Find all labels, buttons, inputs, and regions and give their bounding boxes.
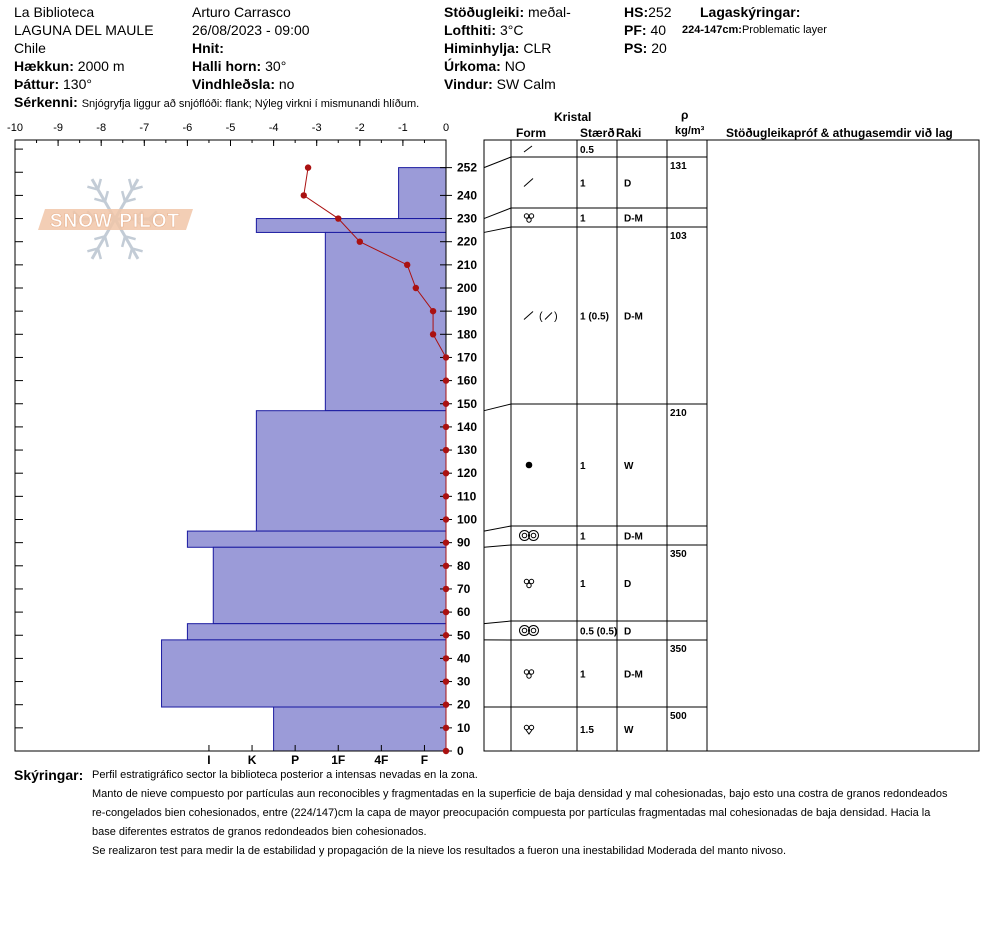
- melt-icon: [531, 628, 536, 633]
- melt-icon: [522, 628, 527, 633]
- comments-label: Skýringar:: [14, 767, 84, 783]
- temperature-point: [443, 354, 449, 360]
- height-tick-label: 10: [457, 720, 471, 735]
- slope-row: Halli horn: 30°: [192, 58, 287, 74]
- temp-tick-label: -2: [354, 122, 365, 134]
- coords-label: Hnit:: [192, 40, 224, 56]
- tests-header: Stöðugleikapróf & athugasemdir við lag: [726, 126, 953, 140]
- temp-tick-label: -4: [268, 122, 279, 134]
- density-value: 131: [670, 161, 687, 172]
- surface-size: 0.5: [580, 145, 594, 156]
- observer: Arturo Carrasco: [192, 4, 291, 20]
- density-value: 350: [670, 644, 687, 655]
- height-tick-label: 210: [457, 257, 478, 272]
- layer-moisture: W: [624, 461, 634, 472]
- comment-line: base diferentes estratos de granos redondeados bien cohesionados.: [92, 826, 427, 838]
- melt-icon: [522, 533, 527, 538]
- ps-row: PS: 20: [624, 40, 667, 56]
- hardness-bar: [162, 640, 446, 707]
- aspect-row: Þáttur: 130°: [14, 76, 92, 92]
- height-tick-label: 20: [457, 697, 471, 712]
- height-tick-label: 90: [457, 535, 471, 550]
- snowpilot-watermark: [38, 179, 193, 259]
- crystal-header: Kristal: [554, 110, 592, 124]
- fragmented-icon: [524, 179, 533, 187]
- height-tick-label: 150: [457, 396, 478, 411]
- density-value: 350: [670, 549, 687, 560]
- watermark-text: SNOW PILOT: [49, 211, 181, 232]
- layer-connector: [484, 208, 511, 219]
- comment-line: re-congelados bien cohesionados, entre (224/147)cm la capa de mayor preocupación compuesta por partículas fragmentadas mal cohesionadas de baja densidad. Hacia la: [92, 807, 931, 819]
- snowflake-branch: [122, 191, 125, 202]
- snowflake-branch: [98, 179, 101, 190]
- hardness-tick-label: P: [291, 753, 300, 767]
- hardness-tick-label: I: [207, 753, 211, 767]
- layer-size: 1: [580, 531, 586, 543]
- temperature-point: [443, 377, 449, 383]
- temperature-point: [443, 516, 449, 522]
- height-tick-label: 130: [457, 443, 478, 458]
- snowflake-branch: [129, 248, 132, 259]
- clustered-icon: [527, 674, 531, 678]
- layer-connector: [484, 526, 511, 531]
- layer-moisture: D-M: [624, 669, 643, 681]
- temp-tick-label: -8: [96, 122, 107, 134]
- temperature-point: [301, 192, 307, 198]
- wind-loading-row: Vindhleðsla: no: [192, 76, 295, 92]
- temperature-point: [443, 539, 449, 545]
- fragmented-icon: [524, 312, 533, 320]
- layer-moisture: D: [624, 626, 632, 638]
- wet-icon: [526, 730, 532, 734]
- height-tick-label: 100: [457, 512, 478, 527]
- elevation-row: Hækkun: 2000 m: [14, 58, 125, 74]
- layer-moisture: D: [624, 579, 632, 590]
- wind-row: Vindur: SW Calm: [444, 76, 556, 92]
- hardness-bar: [274, 707, 446, 751]
- comment-line: Manto de nieve compuesto por partículas aun reconocibles y fragmentadas en la superficie de baja densidad y mal cohesionadas, bajo esto una costra de granos redondeados: [92, 788, 948, 800]
- precip-row: Úrkoma: NO: [444, 58, 526, 74]
- snowflake-branch: [129, 179, 132, 190]
- snowflake-branch: [105, 191, 108, 202]
- layer-moisture: D-M: [624, 531, 643, 543]
- layer-connector: [484, 227, 511, 232]
- height-tick-label: 170: [457, 350, 478, 365]
- temperature-point: [443, 702, 449, 708]
- layer-connector: [484, 157, 511, 168]
- temperature-point: [404, 262, 410, 268]
- paren-open: (: [539, 310, 543, 323]
- height-tick-label: 252: [457, 160, 478, 175]
- temperature-point: [443, 632, 449, 638]
- fragmented-icon: [545, 313, 552, 320]
- density-unit-header: kg/m³: [675, 125, 705, 137]
- layer-size: 1: [580, 669, 586, 681]
- density-value: 103: [670, 231, 687, 242]
- hardness-tick-label: F: [420, 753, 429, 767]
- location-name: La Biblioteca: [14, 4, 95, 20]
- layer-connector: [484, 545, 511, 547]
- table-frame: [484, 140, 979, 751]
- height-tick-label: 160: [457, 373, 478, 388]
- layer-table: [484, 140, 979, 751]
- clustered-icon: [527, 583, 531, 587]
- hardness-tick-label: K: [247, 753, 257, 767]
- snowflake-branch: [122, 236, 125, 247]
- hardness-bar: [256, 411, 446, 531]
- temp-tick-label: -1: [398, 122, 408, 134]
- hs-row: HS:252: [624, 4, 672, 20]
- pf-row: PF: 40: [624, 22, 667, 38]
- graupel-icon: [526, 462, 533, 469]
- temperature-point: [443, 470, 449, 476]
- site-name: LAGUNA DEL MAULE: [14, 22, 154, 38]
- layer-size: 1: [580, 178, 586, 190]
- hardness-bar: [187, 531, 446, 547]
- temperature-point: [443, 725, 449, 731]
- layer-size: 1.5: [580, 725, 594, 736]
- height-tick-label: 190: [457, 304, 478, 319]
- height-tick-label: 30: [457, 674, 471, 689]
- temperature-point: [443, 748, 449, 754]
- height-tick-label: 200: [457, 281, 478, 295]
- height-tick-label: 50: [457, 628, 471, 643]
- hardness-bar: [399, 168, 446, 219]
- rho-header: ρ: [681, 108, 689, 122]
- temp-tick-label: 0: [442, 122, 450, 134]
- hardness-bar: [256, 219, 446, 233]
- temp-tick-label: -7: [139, 122, 150, 134]
- hardness-bar: [325, 232, 446, 410]
- layer-size: 1: [580, 213, 586, 225]
- temp-tick-label: -3: [311, 122, 322, 134]
- hardness-tick-label: 1F: [331, 753, 346, 767]
- hardness-layers: [162, 168, 446, 751]
- clustered-icon: [527, 218, 531, 222]
- melt-icon: [531, 533, 536, 538]
- height-tick-label: 240: [457, 188, 478, 203]
- layer-size: 1: [580, 579, 586, 590]
- height-tick-label: 0: [457, 744, 464, 758]
- hardness-tick-label: 4F: [374, 753, 389, 767]
- layer-size: 1 (0.5): [580, 311, 609, 323]
- moisture-header: Raki: [616, 126, 642, 140]
- density-value: 210: [670, 408, 687, 419]
- temperature-point: [443, 586, 449, 592]
- temperature-point: [443, 493, 449, 499]
- hardness-bar: [213, 547, 446, 623]
- temperature-point: [357, 239, 363, 245]
- features-row: Sérkenni: Snjógryfja liggur að snjóflóði: flank; Nýleg virkni í mismunandi hlíðum.: [14, 94, 420, 110]
- snowflake-branch: [105, 236, 108, 247]
- comment-line: Se realizaron test para medir la de estabilidad y propagación de la nieve los resultados a fueron una inestabilidad Moderada del manto nivoso.: [92, 845, 787, 857]
- temperature-point: [443, 401, 449, 407]
- temperature-point: [335, 215, 341, 221]
- temp-tick-label: -9: [53, 122, 63, 134]
- layer-size: 1: [580, 461, 586, 472]
- layer-size: 0.5 (0.5): [580, 626, 618, 638]
- height-tick-label: 60: [457, 605, 471, 620]
- layer-connector: [484, 621, 511, 624]
- height-tick-label: 230: [457, 211, 478, 226]
- layer-moisture: W: [624, 725, 634, 736]
- layer-moisture: D-M: [624, 311, 643, 323]
- height-tick-label: 40: [457, 651, 471, 666]
- air-temp-row: Lofthiti: 3°C: [444, 22, 524, 38]
- height-tick-label: 80: [457, 558, 471, 573]
- temperature-point: [413, 285, 419, 291]
- date-time: 26/08/2023 - 09:00: [192, 22, 310, 38]
- temperature-point: [430, 308, 436, 314]
- temperature-point: [443, 609, 449, 615]
- size-header: Stærð: [580, 126, 615, 140]
- temperature-point: [443, 447, 449, 453]
- layer-moisture: D: [624, 178, 632, 190]
- temp-tick-label: -5: [225, 122, 236, 134]
- height-tick-label: 120: [457, 466, 478, 481]
- layer-note: 224-147cm:Problematic layer: [682, 24, 827, 36]
- height-tick-label: 110: [457, 489, 477, 504]
- layer-moisture: D-M: [624, 213, 643, 225]
- temp-tick-label: -10: [7, 122, 23, 134]
- wet-icon: [524, 725, 528, 729]
- paren-close: ): [554, 310, 558, 323]
- temperature-point: [430, 331, 436, 337]
- height-tick-label: 140: [457, 419, 478, 434]
- stability-row: Stöðugleiki: meðal-: [444, 4, 571, 20]
- comment-line: Perfil estratigráfico sector la biblioteca posterior a intensas nevadas en la zona.: [92, 769, 478, 781]
- country: Chile: [14, 40, 46, 56]
- temperature-point: [443, 655, 449, 661]
- hardness-bar: [187, 624, 446, 640]
- form-header: Form: [516, 126, 546, 140]
- layers-label: Lagaskýringar:: [700, 4, 801, 20]
- temp-tick-label: -6: [182, 122, 193, 134]
- temperature-point: [443, 563, 449, 569]
- temperature-point: [443, 424, 449, 430]
- temperature-point: [305, 164, 311, 170]
- height-tick-label: 180: [457, 327, 478, 342]
- height-tick-label: 70: [457, 581, 471, 596]
- sky-row: Himinhylja: CLR: [444, 40, 552, 56]
- surface-form-icon: [524, 146, 532, 152]
- height-tick-label: 220: [457, 234, 478, 249]
- layer-connector: [484, 404, 511, 411]
- wet-icon: [529, 725, 533, 729]
- density-value: 500: [670, 711, 687, 722]
- snowflake-branch: [98, 248, 101, 259]
- temperature-point: [443, 678, 449, 684]
